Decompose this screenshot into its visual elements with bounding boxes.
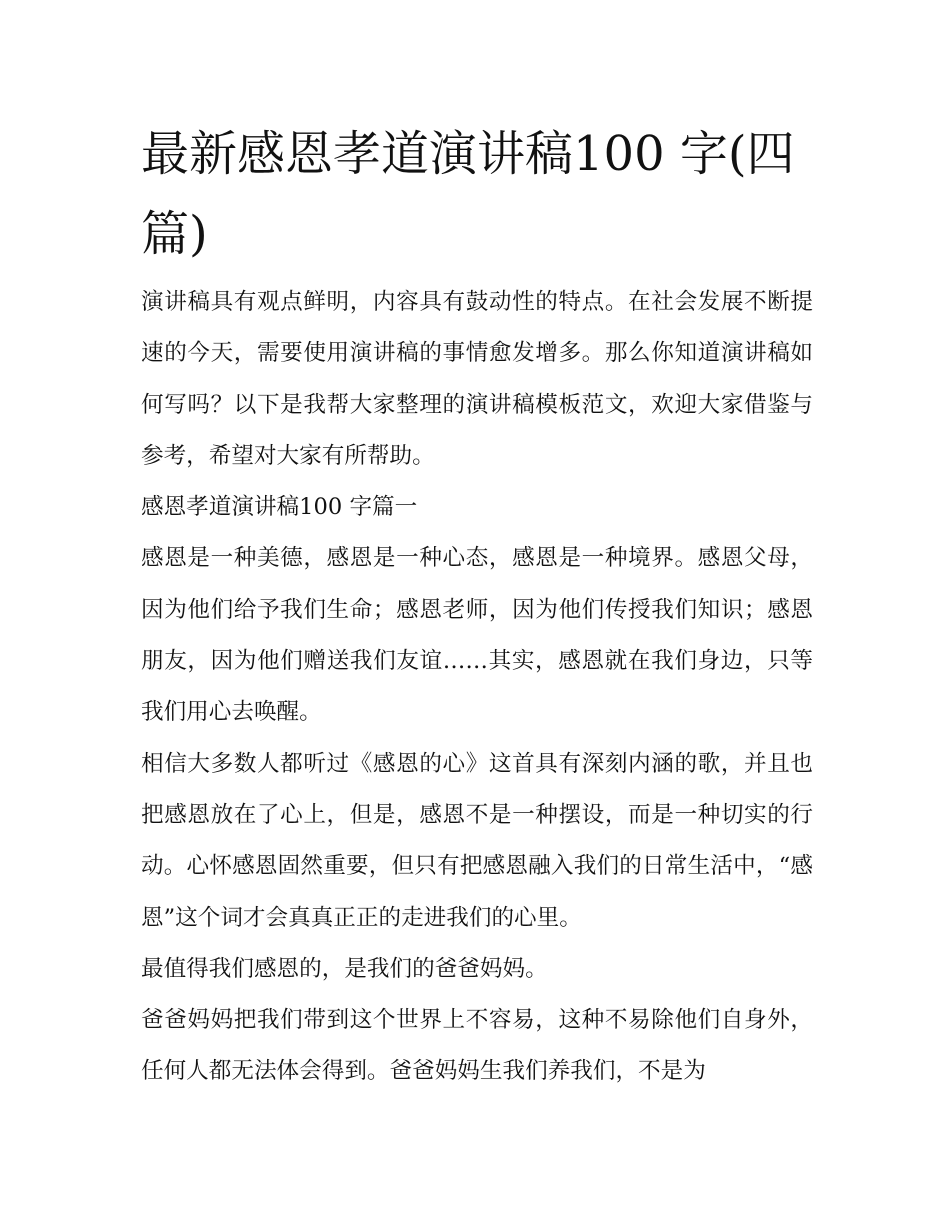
body-paragraph: 最值得我们感恩的，是我们的爸爸妈妈。 (141, 955, 548, 982)
body-paragraph: 感恩是一种美德，感恩是一种心态，感恩是一种境界。感恩父母，因为他们给予我们生命；感恩老师，因为他们传授我们知识；感恩朋友，因为他们赠送我们友谊……其实，感恩就在我们身边，只等我们用心去唤醒。 (141, 545, 813, 726)
section-heading: 感恩孝道演讲稿100 字篇一 (141, 494, 418, 521)
body-paragraph: 相信大多数人都听过《感恩的心》这首具有深刻内涵的歌，并且也把感恩放在了心上，但是，感恩不是一种摆设，而是一种切实的行动。心怀感恩固然重要，但只有把感恩融入我们的日常生活中，“感恩”这个词才会真真正正的走进我们的心里。 (141, 750, 813, 931)
document-body (141, 277, 813, 1098)
document-title: 最新感恩孝道演讲稿100 字(四篇) (141, 126, 795, 262)
intro-paragraph: 演讲稿具有观点鲜明，内容具有鼓动性的特点。在社会发展不断提速的今天，需要使用演讲稿的事情愈发增多。那么你知道演讲稿如何写吗？以下是我帮大家整理的演讲稿模板范文，欢迎大家借鉴与参考，希望对大家有所帮助。 (141, 289, 813, 469)
body-paragraph: 爸爸妈妈把我们带到这个世界上不容易，这种不易除他们自身外，任何人都无法体会得到。爸爸妈妈生我们养我们，不是为 (141, 1007, 813, 1085)
